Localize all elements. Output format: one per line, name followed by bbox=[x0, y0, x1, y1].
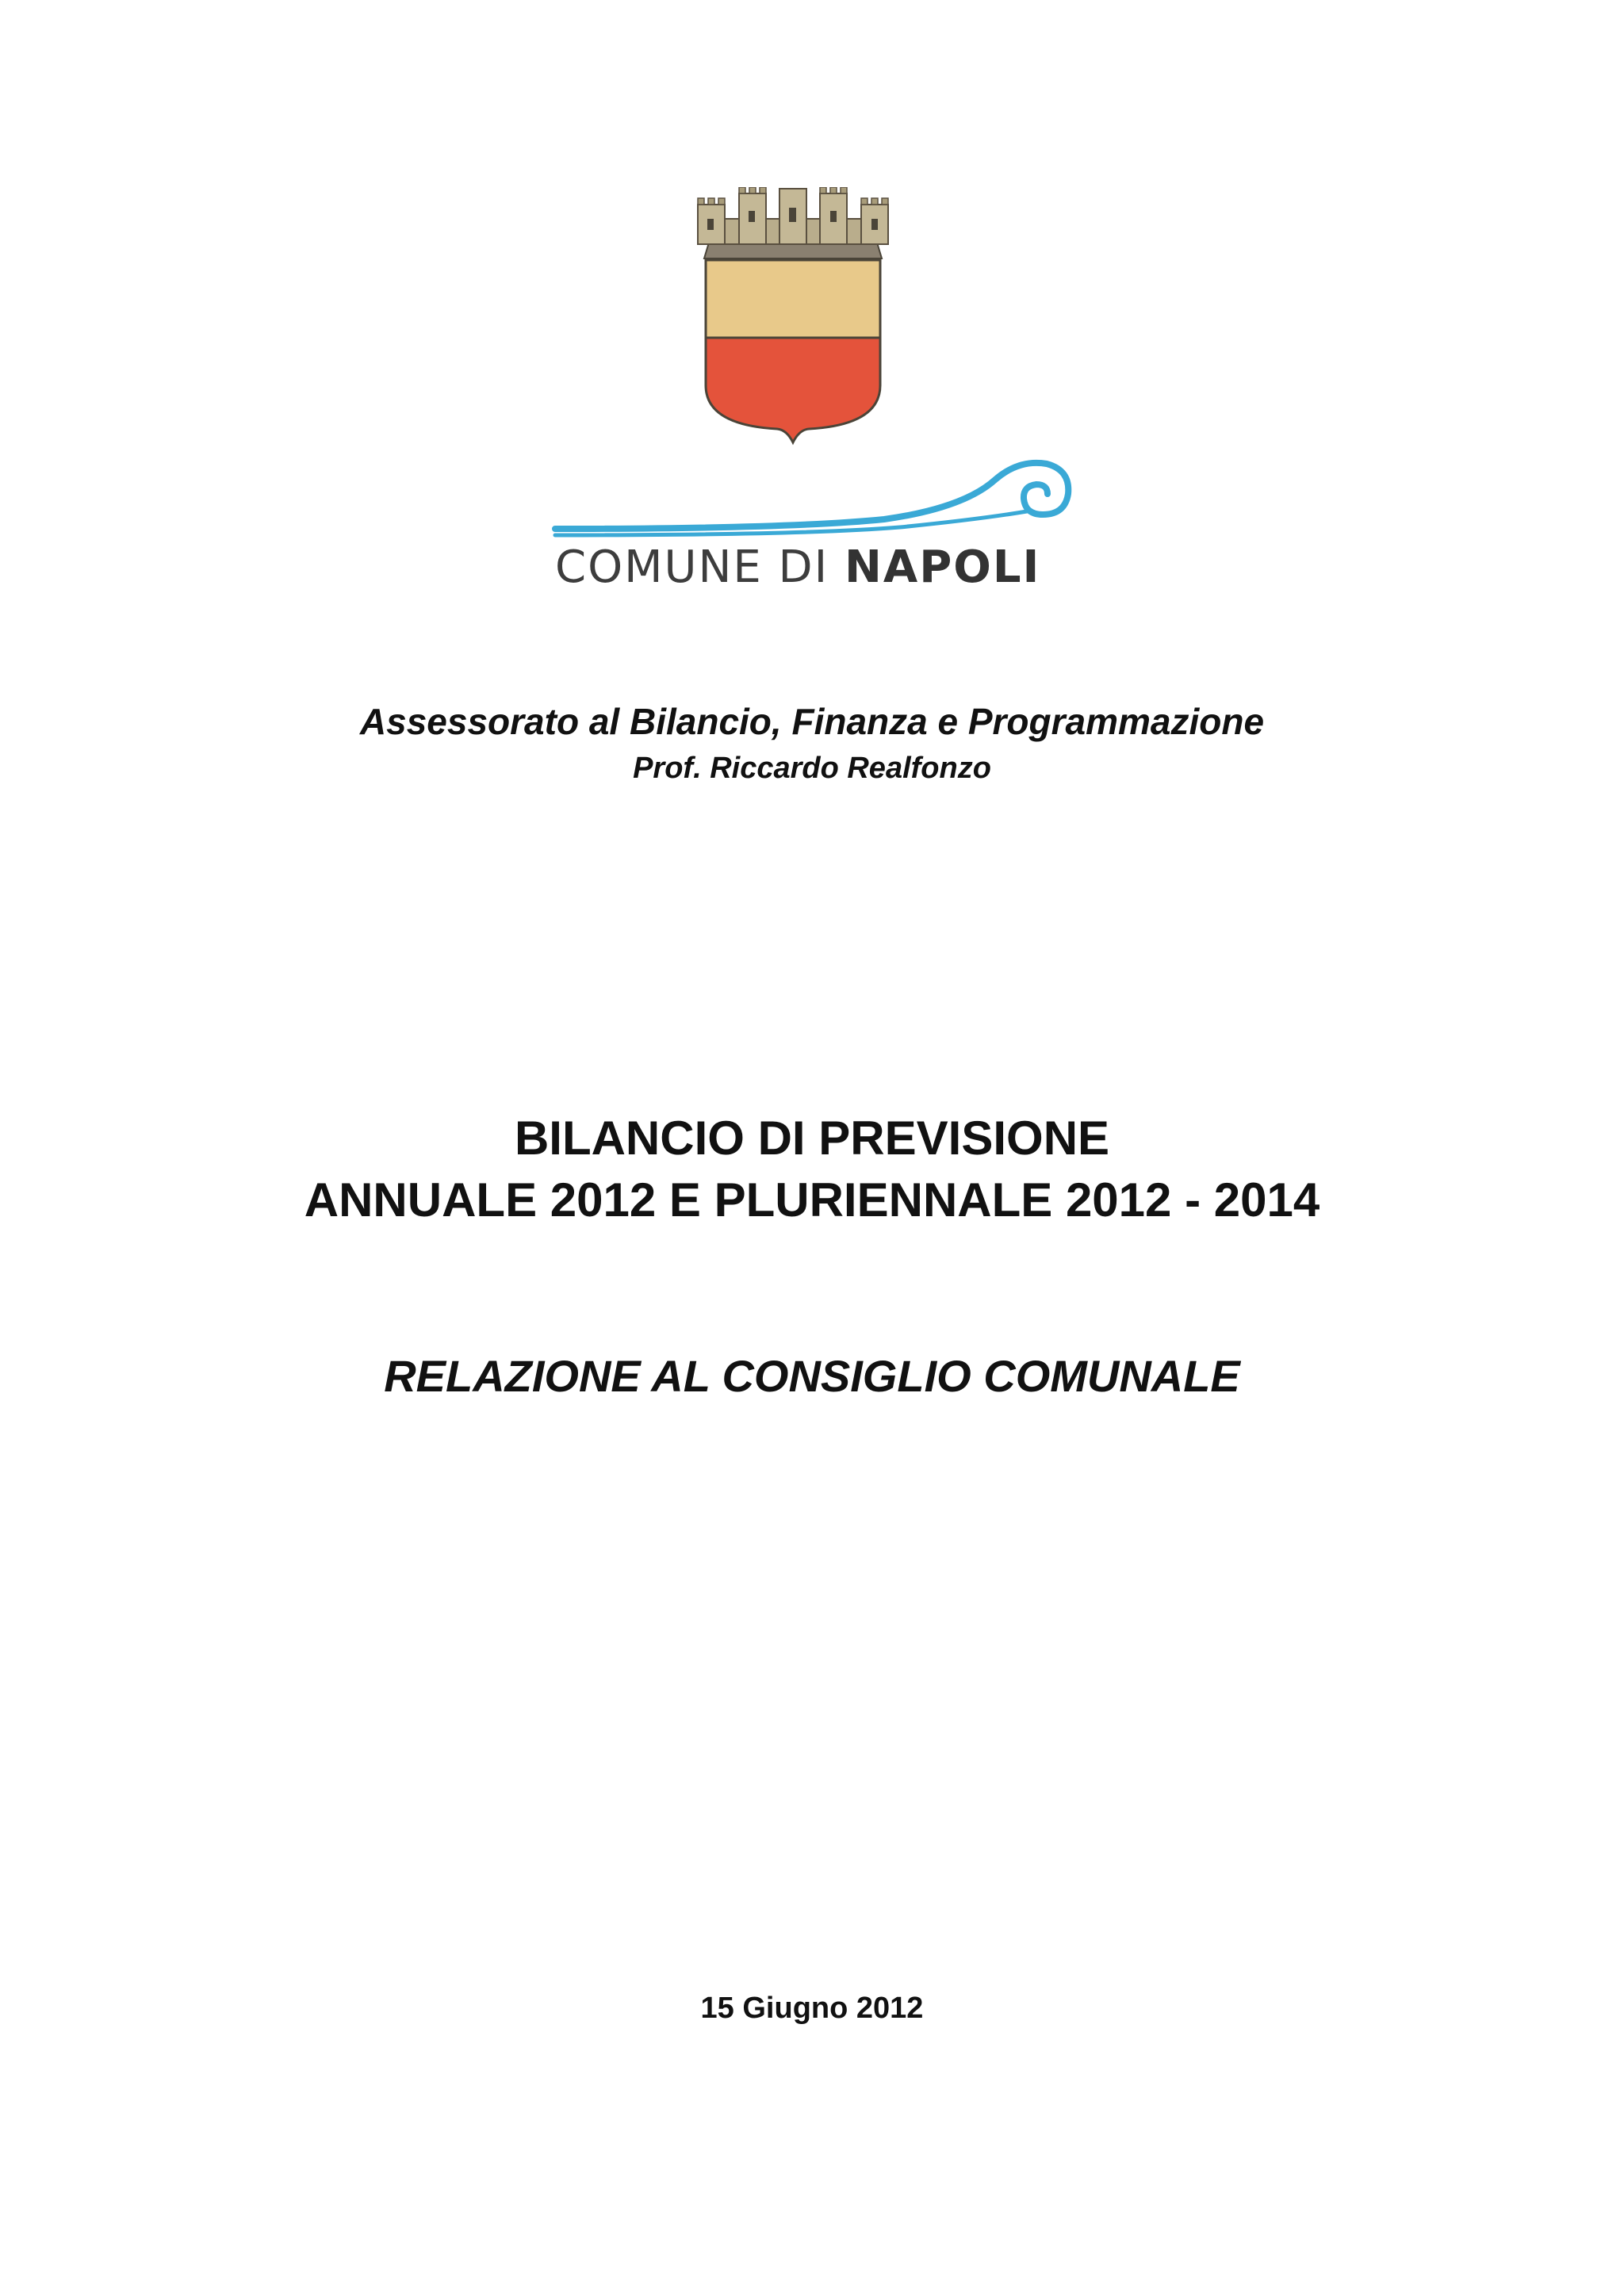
wave-logo-graphic bbox=[551, 456, 1074, 543]
professor-name: Prof. Riccardo Realfonzo bbox=[633, 752, 991, 785]
napoli-crest-logo bbox=[690, 187, 896, 449]
logo-text-bold: NAPOLI bbox=[845, 541, 1041, 593]
document-subtitle: RELAZIONE AL CONSIGLIO COMUNALE bbox=[384, 1351, 1240, 1401]
logo-text-regular: COMUNE DI bbox=[555, 541, 845, 593]
document-title-line1: BILANCIO DI PREVISIONE bbox=[514, 1112, 1110, 1165]
document-title-line2: ANNUALE 2012 E PLURIENNALE 2012 - 2014 bbox=[304, 1173, 1320, 1226]
assessorato-heading: Assessorato al Bilancio, Finanza e Programmazione bbox=[359, 701, 1265, 742]
comune-di-napoli-logo-text bbox=[555, 536, 1078, 599]
document-date: 15 Giugno 2012 bbox=[700, 1992, 924, 2025]
